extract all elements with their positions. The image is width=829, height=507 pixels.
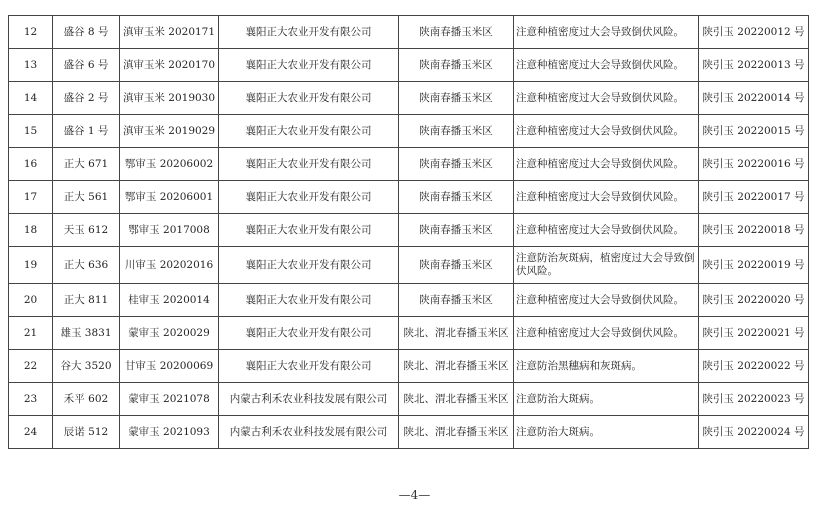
region-cell: 陕南春播玉米区 [399,214,514,247]
applicant-cell: 襄阳正大农业开发有限公司 [219,148,399,181]
notes-cell: 注意种植密度过大会导致倒伏风险。 [514,284,699,317]
row-number-cell: 16 [9,148,53,181]
applicant-cell: 襄阳正大农业开发有限公司 [219,247,399,284]
region-cell: 陕南春播玉米区 [399,148,514,181]
region-cell: 陕南春播玉米区 [399,16,514,49]
table-row [9,247,809,284]
applicant-cell: 襄阳正大农业开发有限公司 [219,181,399,214]
certificate-number-cell: 陕引玉 20220018 号 [699,214,809,247]
applicant-cell: 襄阳正大农业开发有限公司 [219,82,399,115]
region-cell: 陕北、渭北春播玉米区 [399,416,514,449]
variety-name-cell: 辰诺 512 [53,416,120,449]
approval-number-cell: 甘审玉 20200069 [120,350,219,383]
region-cell: 陕南春播玉米区 [399,284,514,317]
row-number-cell: 20 [9,284,53,317]
applicant-cell: 内蒙古利禾农业科技发展有限公司 [219,383,399,416]
approval-number-cell: 鄂审玉 2017008 [120,214,219,247]
variety-name-cell: 盛谷 2 号 [53,82,120,115]
applicant-cell: 襄阳正大农业开发有限公司 [219,49,399,82]
notes-cell: 注意防治黑穗病和灰斑病。 [514,350,699,383]
applicant-cell: 襄阳正大农业开发有限公司 [219,317,399,350]
row-number-cell: 18 [9,214,53,247]
region-cell: 陕南春播玉米区 [399,49,514,82]
applicant-cell: 内蒙古利禾农业科技发展有限公司 [219,416,399,449]
certificate-number-cell: 陕引玉 20220015 号 [699,115,809,148]
table-row [9,148,809,181]
notes-cell: 注意种植密度过大会导致倒伏风险。 [514,82,699,115]
region-cell: 陕南春播玉米区 [399,115,514,148]
row-number-cell: 15 [9,115,53,148]
applicant-cell: 襄阳正大农业开发有限公司 [219,16,399,49]
row-number-cell: 17 [9,181,53,214]
table-row [9,181,809,214]
table-row [9,115,809,148]
variety-name-cell: 盛谷 1 号 [53,115,120,148]
notes-cell: 注意防治大斑病。 [514,416,699,449]
notes-cell: 注意种植密度过大会导致倒伏风险。 [514,49,699,82]
applicant-cell: 襄阳正大农业开发有限公司 [219,214,399,247]
approval-number-cell: 滇审玉米 2019030 [120,82,219,115]
approval-number-cell: 鄂审玉 20206002 [120,148,219,181]
row-number-cell: 13 [9,49,53,82]
variety-name-cell: 盛谷 8 号 [53,16,120,49]
applicant-cell: 襄阳正大农业开发有限公司 [219,350,399,383]
applicant-cell: 襄阳正大农业开发有限公司 [219,115,399,148]
region-cell: 陕南春播玉米区 [399,82,514,115]
notes-cell: 注意种植密度过大会导致倒伏风险。 [514,115,699,148]
variety-name-cell: 禾平 602 [53,383,120,416]
table-row [9,214,809,247]
approval-number-cell: 蒙审玉 2021078 [120,383,219,416]
approval-number-cell: 桂审玉 2020014 [120,284,219,317]
page-number: —4— [398,488,431,502]
certificate-number-cell: 陕引玉 20220017 号 [699,181,809,214]
certificate-number-cell: 陕引玉 20220019 号 [699,247,809,284]
certificate-number-cell: 陕引玉 20220016 号 [699,148,809,181]
row-number-cell: 22 [9,350,53,383]
variety-name-cell: 天玉 612 [53,214,120,247]
row-number-cell: 19 [9,247,53,284]
row-number-cell: 12 [9,16,53,49]
row-number-cell: 24 [9,416,53,449]
certificate-number-cell: 陕引玉 20220024 号 [699,416,809,449]
table-row [9,416,809,449]
notes-cell: 注意种植密度过大会导致倒伏风险。 [514,181,699,214]
certificate-number-cell: 陕引玉 20220020 号 [699,284,809,317]
variety-name-cell: 雄玉 3831 [53,317,120,350]
variety-name-cell: 正大 811 [53,284,120,317]
region-cell: 陕南春播玉米区 [399,181,514,214]
table-row [9,16,809,49]
variety-table-body [9,16,809,449]
region-cell: 陕北、渭北春播玉米区 [399,317,514,350]
table-row [9,383,809,416]
variety-name-cell: 盛谷 6 号 [53,49,120,82]
certificate-number-cell: 陕引玉 20220012 号 [699,16,809,49]
table-row [9,49,809,82]
table-row [9,82,809,115]
table-row [9,317,809,350]
variety-name-cell: 正大 636 [53,247,120,284]
applicant-cell: 襄阳正大农业开发有限公司 [219,284,399,317]
certificate-number-cell: 陕引玉 20220021 号 [699,317,809,350]
certificate-number-cell: 陕引玉 20220014 号 [699,82,809,115]
table-row [9,284,809,317]
variety-table [8,15,809,449]
variety-name-cell: 正大 561 [53,181,120,214]
row-number-cell: 21 [9,317,53,350]
approval-number-cell: 滇审玉米 2019029 [120,115,219,148]
notes-cell: 注意种植密度过大会导致倒伏风险。 [514,317,699,350]
region-cell: 陕北、渭北春播玉米区 [399,383,514,416]
approval-number-cell: 鄂审玉 20206001 [120,181,219,214]
approval-number-cell: 蒙审玉 2020029 [120,317,219,350]
notes-cell: 注意种植密度过大会导致倒伏风险。 [514,214,699,247]
approval-number-cell: 滇审玉米 2020170 [120,49,219,82]
table-row [9,350,809,383]
approval-number-cell: 滇审玉米 2020171 [120,16,219,49]
certificate-number-cell: 陕引玉 20220022 号 [699,350,809,383]
region-cell: 陕北、渭北春播玉米区 [399,350,514,383]
approval-number-cell: 蒙审玉 2021093 [120,416,219,449]
certificate-number-cell: 陕引玉 20220023 号 [699,383,809,416]
notes-cell: 注意种植密度过大会导致倒伏风险。 [514,148,699,181]
notes-cell: 注意防治灰斑病，植密度过大会导致倒伏风险。 [514,247,699,284]
variety-name-cell: 正大 671 [53,148,120,181]
row-number-cell: 14 [9,82,53,115]
variety-name-cell: 谷大 3520 [53,350,120,383]
approval-number-cell: 川审玉 20202016 [120,247,219,284]
notes-cell: 注意防治大斑病。 [514,383,699,416]
region-cell: 陕南春播玉米区 [399,247,514,284]
certificate-number-cell: 陕引玉 20220013 号 [699,49,809,82]
notes-cell: 注意种植密度过大会导致倒伏风险。 [514,16,699,49]
row-number-cell: 23 [9,383,53,416]
